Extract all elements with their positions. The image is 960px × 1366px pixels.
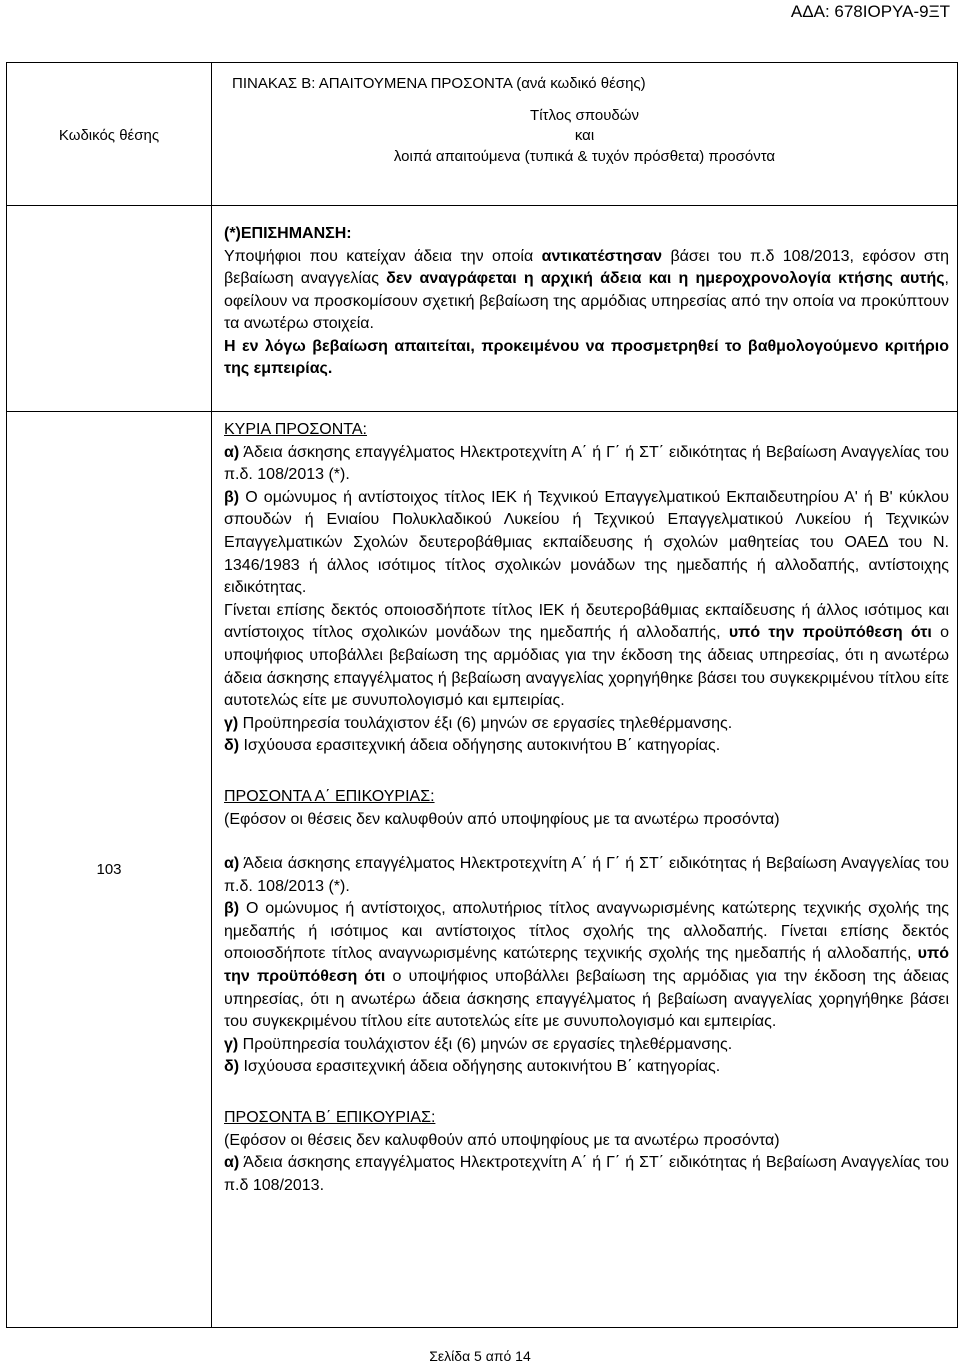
ada-code: ΑΔΑ: 678ΙΟΡΥΑ-9ΞΤ (790, 2, 950, 21)
page-number: Σελίδα 5 από 14 (429, 1348, 531, 1364)
note-text: Υποψήφιοι που κατείχαν άδεια την οποία αντικατέστησαν βάσει του π.δ 108/2013, εφόσον στη βεβαίωση αναγγελίας δεν αναγράφεται η αρχική άδεια και η ημεροχρονολογία κτήσης αυτής, οφείλουν να προσκομίσουν σχετική βεβαίωση της αρμόδιας υπηρεσίας από την οποία να προκύπτουν τα ανωτέρω στοιχεία. (224, 247, 949, 332)
aux-a-item-b: β) Ο ομώνυμος ή αντίστοιχος, απολυτήριος τίτλος αναγνωρισμένης κατώτερης τεχνικής σχολής της ημεδαπής ή ισότιμος και αντίστοιχος τίτλος σχολής της αλλοδαπής. Γίνεται επίσης δεκτός οποιοσδήποτε τίτλος αναγνωρισμένης κατώτερης τεχνικής σχολής της ημεδαπής ή αλλοδαπής, υπό την προϋπόθεση ότι ο υποψήφιος υποβάλλει βεβαίωση της αρμόδιας για την έκδοση της άδειας υπηρεσίας, ότι η ανωτέρω άδεια άσκησης επαγγέλματος ή βεβαίωση αναγγελίας χορηγήθηκε βάσει του συγκεκριμένου τίτλου είτε αυτοτελώς είτε με συνυπολογισμό και εμπειρίας. (224, 900, 949, 1031)
aux-a-item-d: δ) Ισχύουσα ερασιτεχνική άδεια οδήγησης αυτοκινήτου Β΄ κατηγορίας. (224, 1058, 721, 1076)
main-qualifications-title: ΚΥΡΙΑ ΠΡΟΣΟΝΤΑ: (224, 421, 367, 438)
header-line-2: και (574, 127, 595, 144)
aux-b-title: ΠΡΟΣΟΝΤΑ Β΄ ΕΠΙΚΟΥΡΙΑΣ: (224, 1109, 436, 1127)
aux-a-title: ΠΡΟΣΟΝΤΑ Α΄ ΕΠΙΚΟΥΡΙΑΣ: (224, 787, 435, 805)
main-item-d: δ) Ισχύουσα ερασιτεχνική άδεια οδήγησης αυτοκινήτου Β΄ κατηγορίας. (224, 737, 721, 755)
note-row (7, 206, 958, 412)
main-item-c: γ) Προϋπηρεσία τουλάχιστον έξι (6) μηνών σε εργασίες τηλεθέρμανσης. (224, 714, 733, 732)
header-line-1: Τίτλος σπουδών (530, 107, 639, 124)
note-title: (*)ΕΠΙΣΗΜΑΝΣΗ: (224, 225, 352, 242)
note-emphasis: Η εν λόγω βεβαίωση απαιτείται, προκειμένου να προσμετρηθεί το βαθμολογούμενο κριτήριο της εμπειρίας. (224, 337, 949, 377)
table-header-row (7, 63, 958, 206)
aux-b-item-a: α) Άδεια άσκησης επαγγέλματος Ηλεκτροτεχνίτη Α΄ ή Γ΄ ή ΣΤ΄ ειδικότητας ή Βεβαίωση Αναγγελίας του π.δ 108/2013. (224, 1154, 949, 1194)
col-header-qualifications (212, 63, 958, 206)
main-item-b-extra: Γίνεται επίσης δεκτός οποιοσδήποτε τίτλος ΙΕΚ ή δευτεροβάθμιας εκπαίδευσης ή άλλος ισότιμος και αντίστοιχος τίτλος σχολικών μονάδων της ημεδαπής ή αλλοδαπής, υπό την προϋπόθεση ότι ο υποψήφιος υποβάλλει βεβαίωση της αρμόδιας για την έκδοση της άδειας υπηρεσίας, ότι η ανωτέρω άδεια άσκησης επαγγέλματος ή βεβαίωση αναγγελίας χορηγήθηκε βάσει του συγκεκριμένου τίτλου είτε αυτοτελώς είτε με συνυπολογισμό και εμπειρίας. (224, 601, 950, 710)
header-line-3: λοιπά απαιτούμενα (τυπικά & τυχόν πρόσθετα) προσόντα (393, 148, 776, 165)
main-item-a: α) Άδεια άσκησης επαγγέλματος Ηλεκτροτεχνίτη Α΄ ή Γ΄ ή ΣΤ΄ ειδικότητας ή Βεβαίωση Αναγγελίας του π.δ. 108/2013 (*). (224, 443, 949, 484)
main-item-b: β) Ο ομώνυμος ή αντίστοιχος τίτλος ΙΕΚ ή Τεχνικού Επαγγελματικού Εκπαιδευτηρίου Α' ή Β' κύκλου σπουδών ή Ενιαίου Πολυκλαδικού Λυκείου ή Τεχνικού Επαγγελματικού Λυκείου ή Τεχνικών Επαγγελματικών Σχολών δευτεροβάθμιας εκπαίδευσης ή σχολών μαθητείας του ΟΑΕΔ του Ν. 1346/1983 ή άλλος ισότιμος τίτλος σχολικών μονάδων της ημεδαπής ή αλλοδαπής, αντίστοιχης ειδικότητας. (224, 488, 949, 597)
note-empty-cell (7, 206, 212, 412)
table-title: ΠΙΝΑΚΑΣ Β: ΑΠΑΙΤΟΥΜΕΝΑ ΠΡΟΣΟΝΤΑ (ανά κωδικό θέσης) (232, 75, 646, 92)
position-code: 103 (7, 412, 212, 1328)
aux-a-item-a: α) Άδεια άσκησης επαγγέλματος Ηλεκτροτεχνίτη Α΄ ή Γ΄ ή ΣΤ΄ ειδικότητας ή Βεβαίωση Αναγγελίας του π.δ. 108/2013 (*). (224, 855, 949, 895)
aux-a-item-c: γ) Προϋπηρεσία τουλάχιστον έξι (6) μηνών σε εργασίες τηλεθέρμανσης. (224, 1035, 733, 1053)
requirements-table (6, 62, 958, 1328)
note-cell (212, 206, 958, 412)
qualifications-cell (212, 412, 958, 1328)
aux-a-subtitle: (Εφόσον οι θέσεις δεν καλυφθούν από υποψηφίους με τα ανωτέρω προσόντα) (224, 810, 780, 828)
aux-b-subtitle: (Εφόσον οι θέσεις δεν καλυφθούν από υποψηφίους με τα ανωτέρω προσόντα) (224, 1131, 780, 1149)
col-header-code: Κωδικός θέσης (7, 63, 212, 206)
position-row (7, 412, 958, 1328)
